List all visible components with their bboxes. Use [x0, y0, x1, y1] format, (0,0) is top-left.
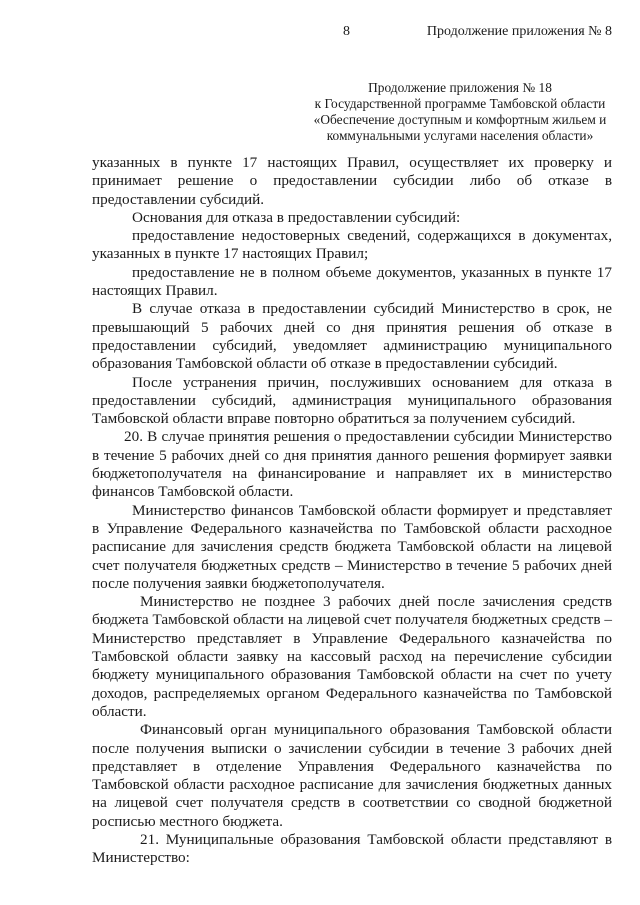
paragraph: 20. В случае принятия решения о предоставлении субсидии Министерство в течение 5 рабочих дней со дня принятия данного решения формирует заявки бюджетополучателя на финансирование и направляет их в министерство финансов Тамбовской области. [92, 428, 612, 501]
paragraph: указанных в пункте 17 настоящих Правил, осуществляет их проверку и принимает решение о предоставлении субсидии либо об отказе в предоставлении субсидий. [92, 154, 612, 208]
paragraph: В случае отказа в предоставлении субсидий Министерство в срок, не превышающий 5 рабочих дней со дня принятия решения об отказе в предоставлении субсидий, уведомляет администрацию муниципального образования Тамбовской области об отказе в предоставлении субсидий. [92, 300, 612, 373]
annex-line: коммунальными услугами населения области» [326, 128, 594, 143]
paragraph: предоставление недостоверных сведений, содержащихся в документах, указанных в пункте 17 настоящих Правил; [92, 227, 612, 263]
annex-line: Продолжение приложения № 18 [368, 80, 552, 95]
paragraph: Финансовый орган муниципального образования Тамбовской области после получения выписки о зачислении субсидии в течение 3 рабочих дней представляет в отделение Управления Федерального казначейства по Тамбовской области расходное расписание для зачисления бюджетных данных на лицевой счет получателя средств в соответствии со сводной бюджетной росписью местного бюджета. [92, 721, 612, 830]
paragraph: После устранения причин, послуживших основанием для отказа в предоставлении субсидий, администрация муниципального образования Тамбовской области вправе повторно обратиться за получением субсидий. [92, 373, 612, 428]
paragraph: Министерство не позднее 3 рабочих дней после зачисления средств бюджета Тамбовской области на лицевой счет получателя бюджетных средств – Министерство представляет в Управление Федерального казначейства по Тамбовской области заявку на кассовый расход на перечисление субсидии бюджету муниципального образования Тамбовской области на счет по учету доходов, распределяемых органом Федерального казначейства по Тамбовской области. [92, 593, 612, 720]
paragraph: 21. Муниципальные образования Тамбовской области представляют в Министерство: [92, 830, 612, 867]
paragraph: предоставление не в полном объеме документов, указанных в пункте 17 настоящих Правил. [92, 263, 612, 300]
annex-line: к Государственной программе Тамбовской области [314, 96, 606, 111]
annex-heading [300, 80, 620, 144]
body-text [92, 154, 612, 868]
paragraph: Министерство финансов Тамбовской области формирует и представляет в Управление Федерального казначейства по Тамбовской области расходное расписание для зачисления средств бюджета Тамбовской области на лицевой счет получателя бюджетных средств – Министерство в течение 5 рабочих дней после получения заявки бюджетополучателя. [92, 501, 612, 592]
running-title: Продолжение приложения № 8 [426, 24, 612, 39]
annex-line: «Обеспечение доступным и комфортным жильем и [313, 112, 607, 127]
paragraph: Основания для отказа в предоставлении субсидий: [132, 208, 461, 226]
page-number: 8 [343, 24, 350, 39]
